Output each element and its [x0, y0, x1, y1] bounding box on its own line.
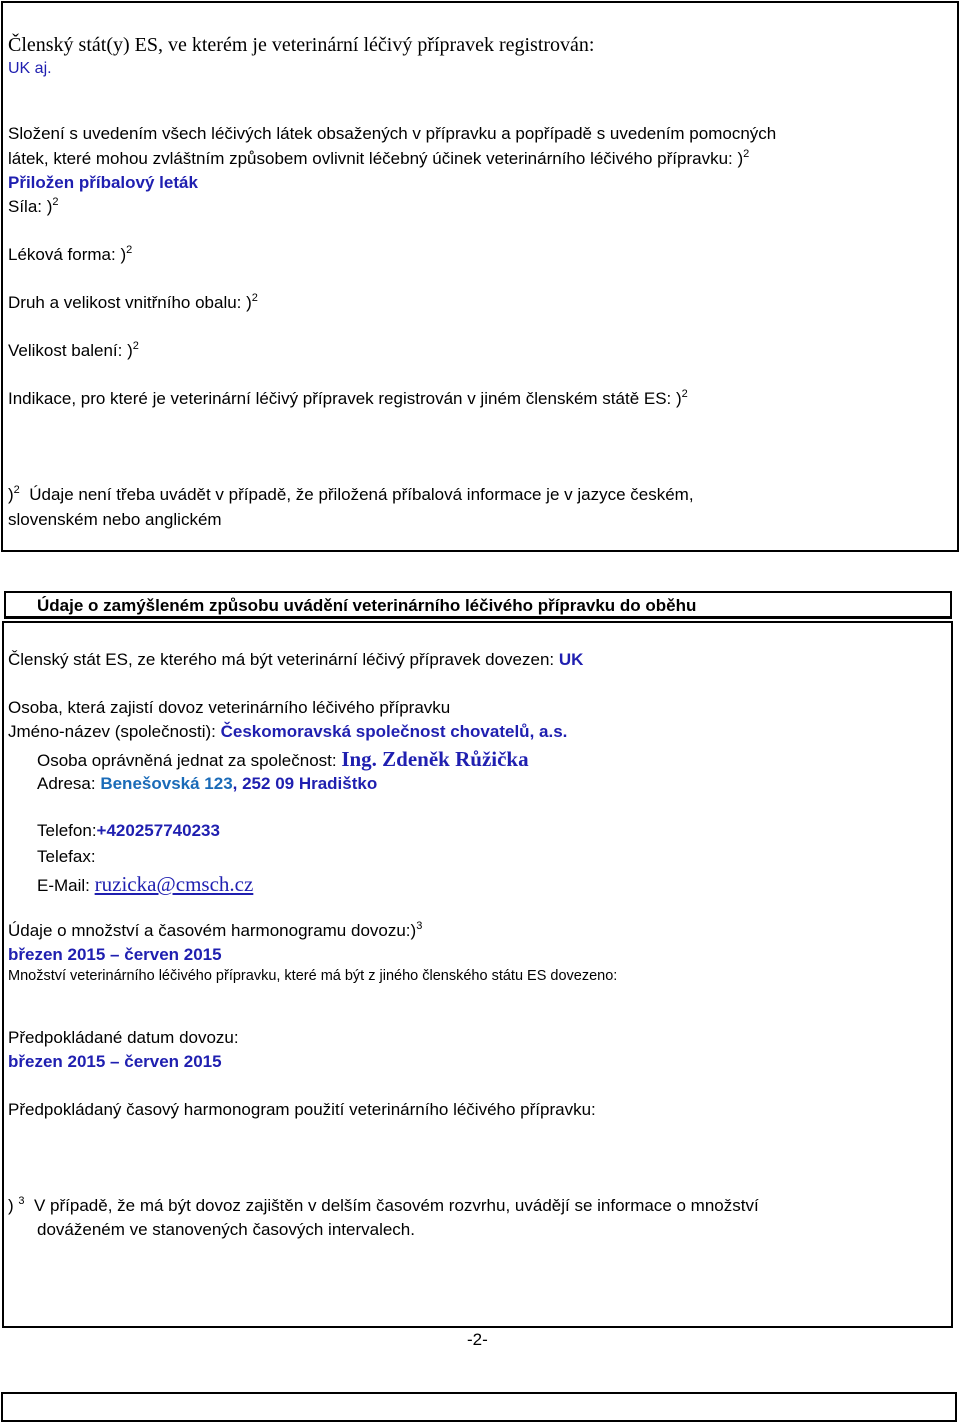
quantity-label: Množství veterinárního léčivého přípravku, které má být z jiného členského státu ES dovezeno:	[8, 968, 618, 984]
footer-box	[1, 1392, 957, 1422]
footnote-2-line-2: slovenském nebo anglickém	[8, 510, 222, 529]
composition-value: Přiložen příbalový leták	[8, 173, 198, 192]
footnote-3-line-2: dováženém ve stanovených časových intervalech.	[37, 1220, 415, 1239]
expected-date-label: Předpokládané datum dovozu:	[8, 1028, 239, 1047]
schedule-label: Údaje o množství a časovém harmonogramu dovozu:)$^3$	[8, 920, 423, 940]
pack-size-label: Velikost balení: )$^2$	[8, 340, 139, 360]
section-heading: Údaje o zamýšleném způsobu uvádění veterinárního léčivého přípravku do oběhu	[37, 596, 697, 615]
member-states-value: UK aj.	[8, 60, 52, 77]
dosage-form-label: Léková forma: )$^2$	[8, 244, 133, 264]
fax-label: Telefax:	[37, 847, 96, 866]
composition-line-1: Složení s uvedením všech léčivých látek obsažených v přípravku a popřípadě s uvedením pomocných	[8, 124, 777, 143]
address: Adresa: Benešovská 123, 252 09 Hradištko	[37, 774, 378, 793]
email-link[interactable]: ruzicka@cmsch.cz	[94, 872, 254, 896]
import-from: Členský stát ES, ze kterého má být veterinární léčivý přípravek dovezen: UK	[8, 650, 584, 669]
footnote-2: )$^2$ Údaje není třeba uvádět v případě, že přiložená příbalová informace je v jazyce českém,	[8, 484, 694, 504]
importer-label: Osoba, která zajistí dovoz veterinárního léčivého přípravku	[8, 698, 451, 717]
section-registration-box	[1, 1, 959, 552]
indications-label: Indikace, pro které je veterinární léčivý přípravek registrován v jiném členském státě ES: )$^2$	[8, 388, 688, 408]
container-label: Druh a velikost vnitřního obalu: )$^2$	[8, 292, 258, 312]
strength-label: Síla: )$^2$	[8, 196, 59, 216]
authorized-person: Osoba oprávněná jednat za společnost: Ing. Zdeněk Růžička	[37, 747, 529, 771]
page-number: -2-	[467, 1330, 488, 1349]
usage-schedule-label: Předpokládaný časový harmonogram použití veterinárního léčivého přípravku:	[8, 1100, 596, 1119]
phone: Telefon:+420257740233	[37, 821, 220, 840]
company: Jméno-název (společnosti): Českomoravská společnost chovatelů, a.s.	[8, 722, 568, 741]
schedule-value: březen 2015 – červen 2015	[8, 945, 222, 964]
expected-date-value: březen 2015 – červen 2015	[8, 1052, 222, 1071]
member-states-label: Členský stát(y) ES, ve kterém je veterinární léčivý přípravek registrován:	[8, 34, 595, 56]
email: E-Mail: ruzicka@cmsch.cz	[37, 872, 254, 896]
footnote-3: ) $^3$ V případě, že má být dovoz zajištěn v delším časovém rozvrhu, uvádějí se informace o množství	[8, 1195, 759, 1215]
composition-line-2: látek, které mohou zvláštním způsobem ovlivnit léčebný účinek veterinárního léčivého přípravku: )$^2$	[8, 148, 750, 168]
